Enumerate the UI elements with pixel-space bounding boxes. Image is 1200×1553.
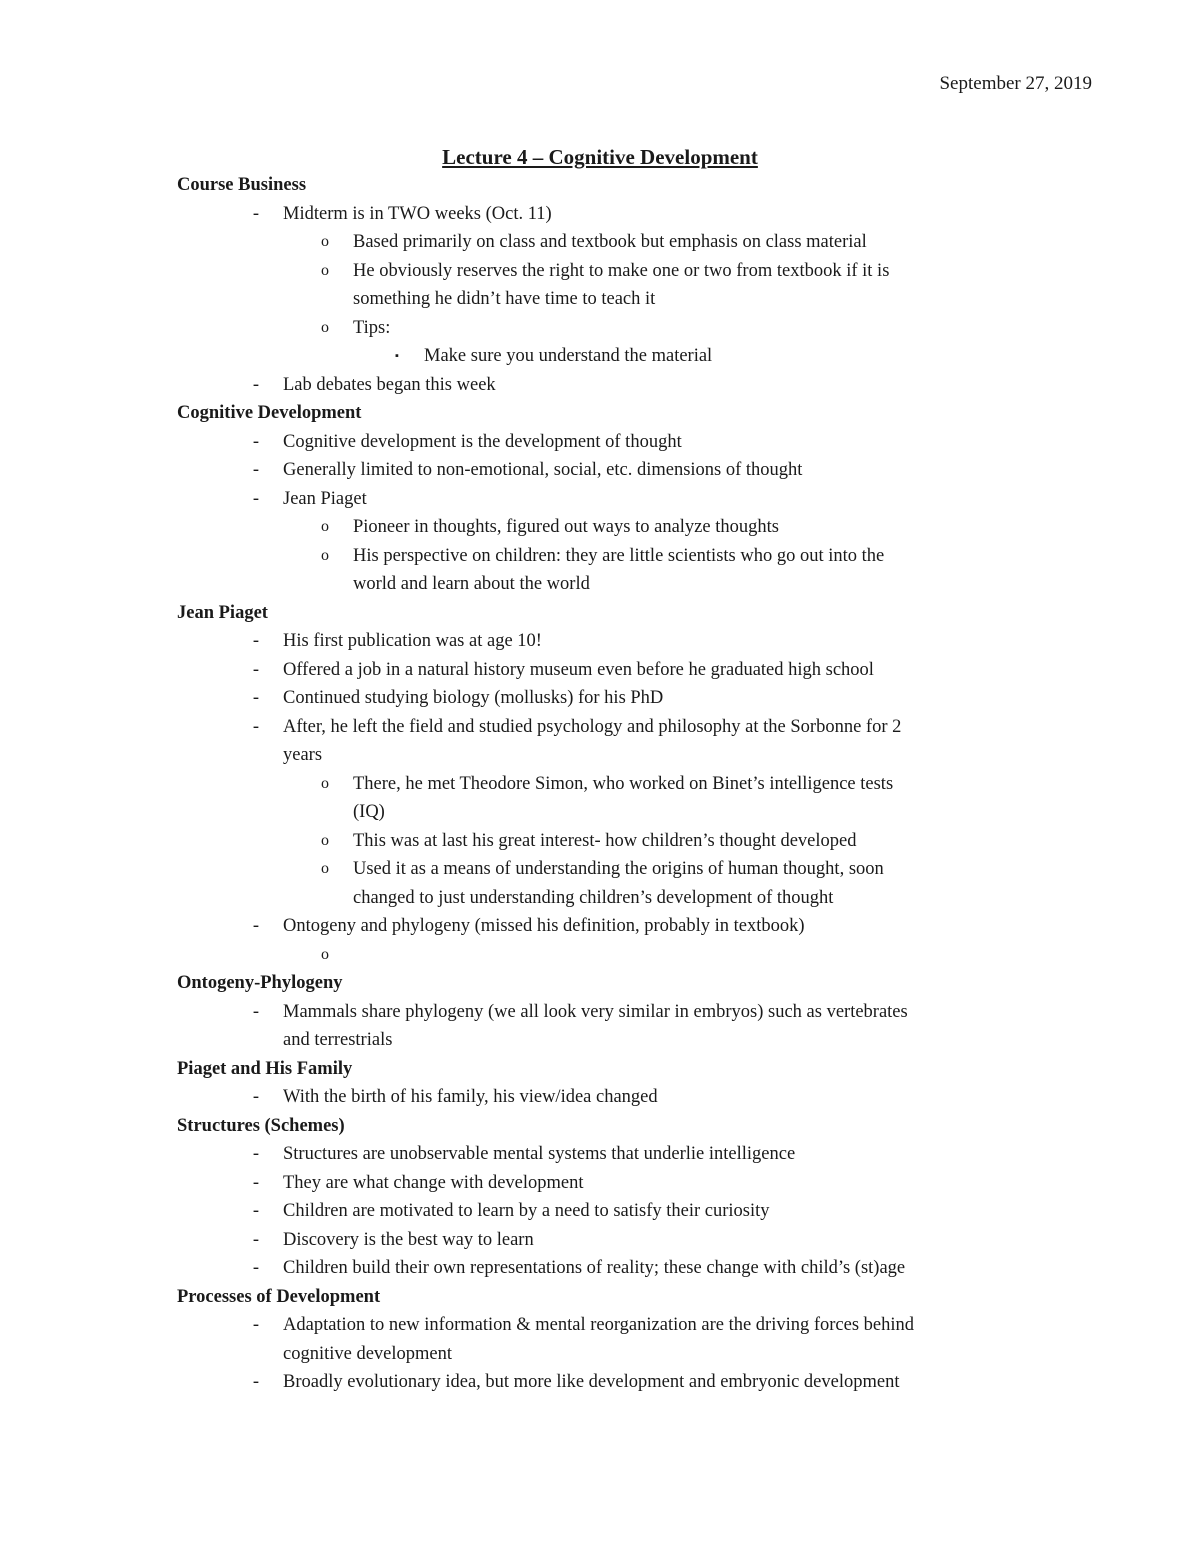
dash-marker: - [252, 659, 260, 680]
bullet-item: - Mammals share phylogeny (we all look very similar in embryos) such as vertebrates [177, 998, 1047, 1027]
bullet-item: - Children build their own representations of reality; these change with child’s (st)age [177, 1254, 1047, 1283]
section-heading-piaget-family: Piaget and His Family [177, 1058, 353, 1079]
bullet-item: - Offered a job in a natural history museum even before he graduated high school [177, 656, 1047, 685]
dash-marker: - [252, 431, 260, 452]
dash-marker: - [252, 1258, 260, 1278]
bullet-item: - Discovery is the best way to learn [177, 1226, 1047, 1255]
circle-marker: o [321, 860, 329, 877]
bullet-item: - Generally limited to non-emotional, social, etc. dimensions of thought [177, 456, 1047, 485]
dash-marker: - [252, 203, 260, 224]
sub-bullet-continuation: (IQ) [353, 802, 385, 822]
bullet-continuation: and terrestrials [283, 1030, 393, 1050]
bullet-item: - They are what change with development [177, 1169, 1047, 1198]
circle-marker: o [321, 261, 329, 279]
circle-marker: o [321, 318, 329, 336]
sub-bullet-item: o His perspective on children: they are little scientists who go out into the [177, 542, 1047, 571]
sub-bullet-item: o There, he met Theodore Simon, who worked on Binet’s intelligence tests [177, 770, 1047, 799]
sub-bullet-continuation: world and learn about the world [353, 574, 590, 594]
bullet-item: - After, he left the field and studied psychology and philosophy at the Sorbonne for 2 [177, 713, 1047, 742]
bullet-item: - Broadly evolutionary idea, but more like development and embryonic development [177, 1368, 1047, 1397]
circle-marker: o [321, 233, 329, 250]
bullet-item: - Ontogeny and phylogeny (missed his definition, probably in textbook) [177, 912, 1047, 941]
square-marker: ▪ [395, 350, 399, 362]
sub-bullet-continuation: changed to just understanding children’s development of thought [353, 887, 834, 908]
dash-marker: - [252, 1315, 260, 1335]
circle-marker: o [321, 518, 329, 535]
document-title: Lecture 4 – Cognitive Development [442, 145, 758, 169]
bullet-item: - With the birth of his family, his view/idea changed [177, 1083, 1047, 1112]
dash-marker: - [252, 1172, 260, 1193]
bullet-item: - Continued studying biology (mollusks) for his PhD [177, 684, 1047, 713]
circle-marker: o [321, 945, 329, 963]
bullet-item: - Lab debates began this week [177, 371, 1047, 400]
notes-body [177, 171, 1047, 1397]
sub-bullet-continuation: something he didn’t have time to teach it [353, 289, 656, 309]
dash-marker: - [252, 1001, 260, 1022]
document-date: September 27, 2019 [939, 73, 1092, 94]
section-heading-processes: Processes of Development [177, 1286, 381, 1307]
dash-marker: - [252, 1229, 260, 1250]
dash-marker: - [252, 631, 260, 651]
sub-bullet-item: o Pioneer in thoughts, figured out ways to analyze thoughts [177, 513, 1047, 542]
section-heading-structures: Structures (Schemes) [177, 1115, 345, 1136]
dash-marker: - [252, 1087, 260, 1107]
dash-marker: - [252, 1372, 260, 1392]
section-heading-ontogeny-phylogeny: Ontogeny-Phylogeny [177, 973, 343, 993]
section-heading-course-business: Course Business [177, 175, 307, 195]
dash-marker: - [252, 1201, 260, 1221]
bullet-item: - Midterm is in TWO weeks (Oct. 11) [177, 200, 1047, 229]
dash-marker: - [252, 488, 260, 509]
bullet-continuation: cognitive development [283, 1343, 453, 1364]
sub-bullet-item: o Based primarily on class and textbook but emphasis on class material [177, 228, 1047, 257]
bullet-item: - Adaptation to new information & mental reorganization are the driving forces behind [177, 1311, 1047, 1340]
bullet-item: - Cognitive development is the development of thought [177, 428, 1047, 457]
bullet-item: - Jean Piaget [177, 485, 1047, 514]
sub-bullet-item: o Tips: [177, 314, 1047, 343]
empty-sub-bullet-item [177, 941, 1047, 970]
circle-marker: o [321, 774, 329, 792]
bullet-continuation: years [283, 745, 323, 765]
bullet-item: - Children are motivated to learn by a need to satisfy their curiosity [177, 1197, 1047, 1226]
sub-bullet-item: o This was at last his great interest- how children’s thought developed [177, 827, 1047, 856]
section-heading-jean-piaget: Jean Piaget [177, 602, 268, 623]
section-heading-cognitive-development: Cognitive Development [177, 403, 362, 423]
dash-marker: - [252, 916, 260, 936]
circle-marker: o [321, 831, 329, 849]
bullet-item: - His first publication was at age 10! [177, 627, 1047, 656]
sub-sub-bullet-item: ▪ Make sure you understand the material [177, 342, 1047, 371]
dash-marker: - [252, 460, 260, 480]
sub-bullet-item: o He obviously reserves the right to make one or two from textbook if it is [177, 257, 1047, 286]
dash-marker: - [252, 1144, 260, 1164]
sub-bullet-item: o Used it as a means of understanding the origins of human thought, soon [177, 855, 1047, 884]
bullet-item: - Structures are unobservable mental systems that underlie intelligence [177, 1140, 1047, 1169]
circle-marker: o [321, 546, 329, 564]
dash-marker: - [252, 716, 260, 737]
dash-marker: - [252, 374, 260, 395]
dash-marker: - [252, 688, 260, 708]
